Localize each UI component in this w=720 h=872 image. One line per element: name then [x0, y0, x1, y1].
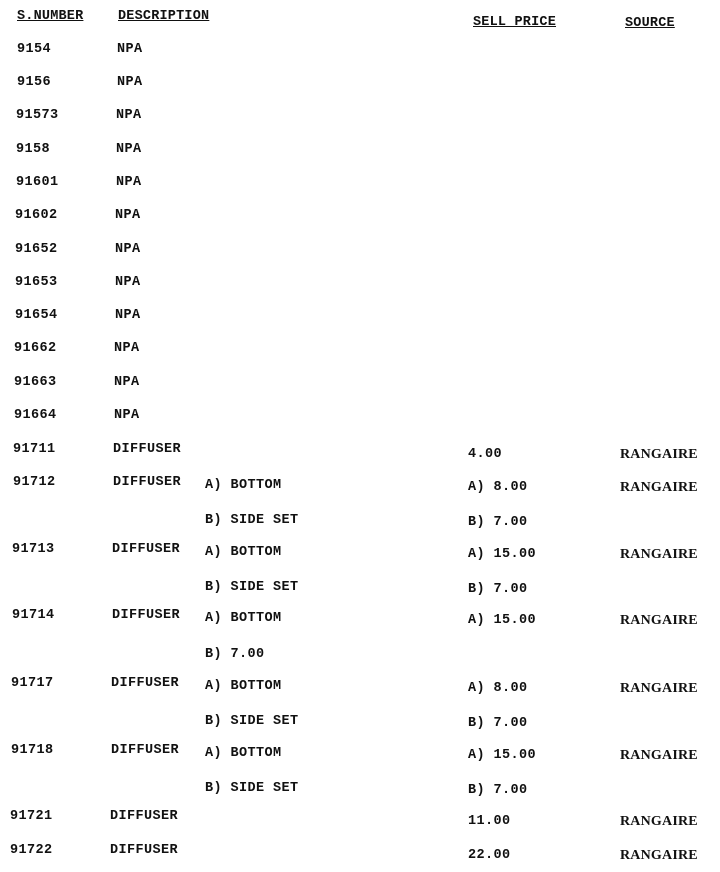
- header-description: DESCRIPTION: [118, 9, 210, 24]
- row-sub-description: A) BOTTOM: [205, 679, 282, 694]
- row-number: 91714: [12, 608, 55, 623]
- row-number: 91721: [10, 809, 53, 824]
- row-number: 91573: [16, 108, 59, 123]
- row-sell-price: B) 7.00: [468, 515, 528, 530]
- row-sell-price: A) 15.00: [468, 547, 537, 562]
- row-source: RANGAIRE: [620, 480, 698, 495]
- row-sub-description: B) SIDE SET: [205, 781, 299, 796]
- row-number: 91718: [11, 743, 54, 758]
- row-description: DIFFUSER: [113, 475, 182, 490]
- row-sub-description: B) SIDE SET: [205, 580, 299, 595]
- row-source: RANGAIRE: [620, 447, 698, 462]
- row-sub-description: B) SIDE SET: [205, 513, 299, 528]
- row-number: 9154: [17, 42, 52, 57]
- row-source: RANGAIRE: [620, 681, 698, 696]
- row-sell-price: B) 7.00: [468, 783, 528, 798]
- row-sell-price: A) 8.00: [468, 480, 528, 495]
- row-description: DIFFUSER: [110, 843, 179, 858]
- row-sub-description: B) 7.00: [205, 647, 265, 662]
- row-sell-price: B) 7.00: [468, 716, 528, 731]
- row-description: NPA: [114, 408, 140, 423]
- row-sell-price: A) 15.00: [468, 748, 537, 763]
- row-number: 91712: [13, 475, 56, 490]
- row-sub-description: A) BOTTOM: [205, 478, 282, 493]
- row-description: NPA: [117, 75, 143, 90]
- row-description: DIFFUSER: [110, 809, 179, 824]
- row-sell-price: 4.00: [468, 447, 503, 462]
- row-number: 91711: [13, 442, 56, 457]
- header-source: SOURCE: [625, 16, 675, 31]
- row-number: 91653: [15, 275, 58, 290]
- row-number: 91664: [14, 408, 57, 423]
- row-sub-description: A) BOTTOM: [205, 611, 282, 626]
- row-sell-price: A) 8.00: [468, 681, 528, 696]
- row-number: 91662: [14, 341, 57, 356]
- row-description: DIFFUSER: [112, 608, 181, 623]
- row-sub-description: A) BOTTOM: [205, 545, 282, 560]
- row-sell-price: 22.00: [468, 848, 511, 863]
- header-sell-price: SELL PRICE: [473, 15, 557, 30]
- row-source: RANGAIRE: [620, 547, 698, 562]
- row-number: 91652: [15, 242, 58, 257]
- row-sell-price: B) 7.00: [468, 582, 528, 597]
- row-sub-description: A) BOTTOM: [205, 746, 282, 761]
- row-source: RANGAIRE: [620, 613, 698, 628]
- row-description: NPA: [116, 142, 142, 157]
- row-number: 91663: [14, 375, 57, 390]
- row-description: NPA: [115, 275, 141, 290]
- row-source: RANGAIRE: [620, 748, 698, 763]
- row-sell-price: 11.00: [468, 814, 511, 829]
- row-number: 91601: [16, 175, 59, 190]
- row-source: RANGAIRE: [620, 848, 698, 863]
- row-description: DIFFUSER: [113, 442, 182, 457]
- row-description: NPA: [115, 208, 141, 223]
- row-description: NPA: [116, 175, 142, 190]
- row-description: NPA: [115, 308, 141, 323]
- row-number: 91602: [15, 208, 58, 223]
- row-description: NPA: [117, 42, 143, 57]
- row-number: 91717: [11, 676, 54, 691]
- row-source: RANGAIRE: [620, 814, 698, 829]
- row-description: NPA: [116, 108, 142, 123]
- header-number: S.NUMBER: [17, 9, 84, 24]
- row-number: 91722: [10, 843, 53, 858]
- row-description: DIFFUSER: [112, 542, 181, 557]
- row-number: 9156: [17, 75, 52, 90]
- row-sell-price: A) 15.00: [468, 613, 537, 628]
- row-description: NPA: [115, 242, 141, 257]
- row-description: DIFFUSER: [111, 743, 180, 758]
- row-description: NPA: [114, 375, 140, 390]
- row-sub-description: B) SIDE SET: [205, 714, 299, 729]
- row-description: DIFFUSER: [111, 676, 180, 691]
- row-number: 91713: [12, 542, 55, 557]
- row-description: NPA: [114, 341, 140, 356]
- row-number: 91654: [15, 308, 58, 323]
- row-number: 9158: [16, 142, 51, 157]
